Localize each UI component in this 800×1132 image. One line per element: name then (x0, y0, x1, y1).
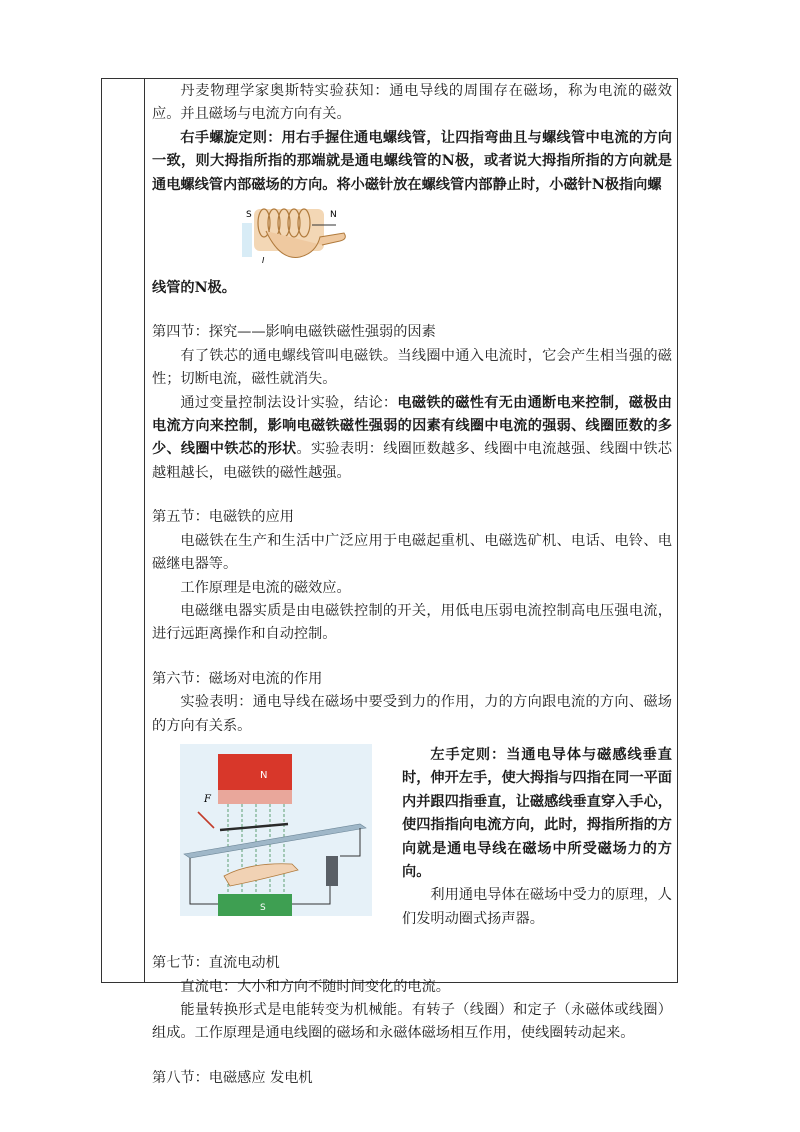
paragraph-right-hand-rule: 右手螺旋定则：用右手握住通电螺线管，让四指弯曲且与螺线管中电流的方向一致，则大拇指所指的那端就是通电螺线管的N极，或者说大拇指所指的方向就是通电螺线管内部磁场的方向。将小磁针放在螺线管内部静止时，小磁针N极指向螺 (152, 129, 672, 193)
section-7-title: 第七节：直流电动机 (152, 955, 280, 972)
content-cell (152, 80, 672, 1090)
section-4-experiment-result: 。实验表明：线圈匝数越多、线圈中电流越强、线圈中铁芯越粗越长，电磁铁的磁性越强。 (152, 441, 672, 481)
section-4-title: 第四节：探究——影响电磁铁磁性强弱的因素 (152, 324, 436, 341)
paragraph-right-hand-rule-end: 线管的N极。 (152, 280, 236, 297)
section-6-paragraph-1: 实验表明：通电导线在磁场中要受到力的作用，力的方向跟电流的方向、磁场的方向有关系。 (152, 694, 672, 734)
section-4-conclusion: 电磁铁的磁性有无由通断电来控制，磁极由电流方向来控制，影响电磁铁磁性强弱的因素有线圈中电流的强弱、线圈匝数的多少、线圈中铁芯的形状 (152, 394, 672, 458)
paragraph-oersted: 丹麦物理学家奥斯特实验获知：通电导线的周围存在磁场，称为电流的磁效应。并且磁场与电流方向有关。 (152, 83, 672, 123)
section-4-paragraph-2 (152, 392, 672, 486)
section-5-paragraph-2: 工作原理是电流的磁效应。 (180, 579, 351, 596)
right-hand-rule-figure (152, 201, 672, 269)
label-current: I (262, 256, 265, 266)
label-s: S (246, 210, 252, 221)
left-hand-rule-paragraph: 左手定则：当通电导体与磁感线垂直时，伸开左手，使大拇指与四指在同一平面内并跟四指垂直，让磁感线垂直穿入手心，使四指指向电流方向，此时，拇指所指的方向就是通电导线在磁场中所受磁场力的方向。 (402, 746, 672, 880)
speaker-paragraph: 利用通电导体在磁场中受力的原理，人们发明动圈式扬声器。 (402, 887, 672, 927)
section-5-paragraph-1: 电磁铁在生产和生活中广泛应用于电磁起重机、电磁选矿机、电话、电铃、电磁继电器等。 (152, 532, 672, 573)
section-5-title: 第五节：电磁铁的应用 (152, 509, 294, 526)
section-7-paragraph-2: 能量转换形式是电能转变为机械能。有转子（线圈）和定子（永磁体或线圈）组成。工作原理是通电线圈的磁场和永磁体磁场相互作用，使线圈转动起来。 (152, 1002, 672, 1042)
section-7-paragraph-1: 直流电：大小和方向不随时间变化的电流。 (180, 978, 450, 995)
section-4-paragraph-1: 有了铁芯的通电螺线管叫电磁铁。当线圈中通入电流时，它会产生相当强的磁性；切断电流，磁性就消失。 (152, 347, 672, 388)
column-divider (144, 79, 145, 982)
section-4-conclusion-lead: 通过变量控制法设计实验，结论： (180, 394, 398, 411)
label-n: N (330, 210, 337, 221)
left-hand-rule-figure (180, 744, 372, 916)
left-hand-rule-text (402, 744, 672, 931)
magnet-n-label: N (260, 769, 268, 781)
magnet-s-label: S (260, 902, 266, 913)
right-hand-solenoid-illustration (240, 201, 350, 267)
section-6-figure-and-rule (152, 744, 672, 931)
section-6-title: 第六节：磁场对电流的作用 (152, 670, 323, 687)
force-f-label: F (204, 793, 211, 805)
section-5-paragraph-3: 电磁继电器实质是由电磁铁控制的开关，用低电压弱电流控制高电压强电流，进行远距离操作和自动控制。 (152, 602, 672, 643)
section-8-title: 第八节：电磁感应 发电机 (152, 1069, 313, 1086)
